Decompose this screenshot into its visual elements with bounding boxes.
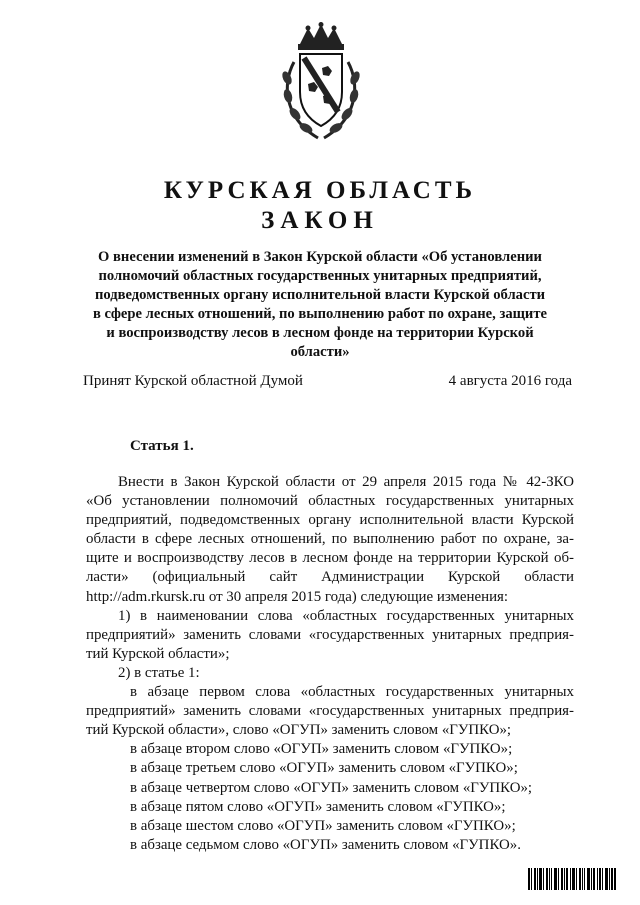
title-line: и воспроизводству лесов в лесном фонде на территории Курской [106, 325, 534, 342]
article-line: предприятий, подведомственных органу исполнительной власти Курской [86, 512, 574, 529]
article-line: 2) в статье 1: [118, 664, 200, 681]
article-line: http://adm.rkursk.ru от 30 апреля 2015 года) следующие изменения: [86, 588, 509, 605]
barcode-icon [528, 868, 616, 890]
article-line: тий Курской области», слово «ОГУП» заменить словом «ГУПКО»; [86, 722, 512, 739]
law-title [70, 248, 570, 363]
law-heading: ЗАКОН [261, 207, 379, 234]
article-line: в абзаце седьмом слово «ОГУП» заменить словом «ГУПКО». [130, 836, 521, 853]
article-line: в абзаце четвертом слово «ОГУП» заменить словом «ГУПКО»; [130, 779, 533, 796]
article-line: области в сфере лесных отношений, по выполнению работ по охране, за- [86, 531, 574, 548]
title-line: области» [290, 344, 350, 361]
title-line: подведомственных органу исполнительной власти Курской области [94, 287, 546, 304]
article-line: в абзаце втором слово «ОГУП» заменить словом «ГУПКО»; [130, 741, 513, 758]
article-body [86, 473, 574, 855]
article-line: Внести в Закон Курской области от 29 апреля 2015 года № 42-ЗКО [118, 474, 574, 490]
article-line: щите и воспроизводству лесов в лесном фонде на территории Курской об- [86, 550, 574, 567]
article-line: ласти» (официальный сайт Администрации Курской области [86, 569, 574, 586]
article-line: тий Курской области»; [86, 645, 230, 662]
article-line: предприятий» заменить словами «государственных унитарных предприя- [86, 703, 574, 720]
title-line: О внесении изменений в Закон Курской области «Об установлении [98, 249, 542, 265]
coat-of-arms-emblem [278, 22, 364, 144]
article-line: «Об установлении полномочий областных государственных унитарных [86, 493, 574, 510]
region-heading: КУРСКАЯ ОБЛАСТЬ [163, 177, 477, 204]
article-heading: Статья 1. [130, 438, 194, 454]
article-line: 1) в наименовании слова «областных государственных унитарных [118, 607, 574, 624]
title-line: в сфере лесных отношений, по выполнению работ по охране, защите [93, 306, 547, 323]
adoption-date: 4 августа 2016 года [448, 373, 572, 389]
article-line: в абзаце шестом слово «ОГУП» заменить словом «ГУПКО»; [130, 817, 516, 834]
article-line: предприятий» заменить словами «государственных унитарных предприя- [86, 626, 574, 643]
adopted-by: Принят Курской областной Думой [83, 373, 303, 389]
article-line: в абзаце третьем слово «ОГУП» заменить словом «ГУПКО»; [130, 760, 518, 777]
article-line: в абзаце первом слова «областных государственных унитарных [130, 684, 574, 701]
title-line: полномочий областных государственных унитарных предприятий, [98, 268, 542, 285]
article-line: в абзаце пятом слово «ОГУП» заменить словом «ГУПКО»; [130, 798, 506, 815]
